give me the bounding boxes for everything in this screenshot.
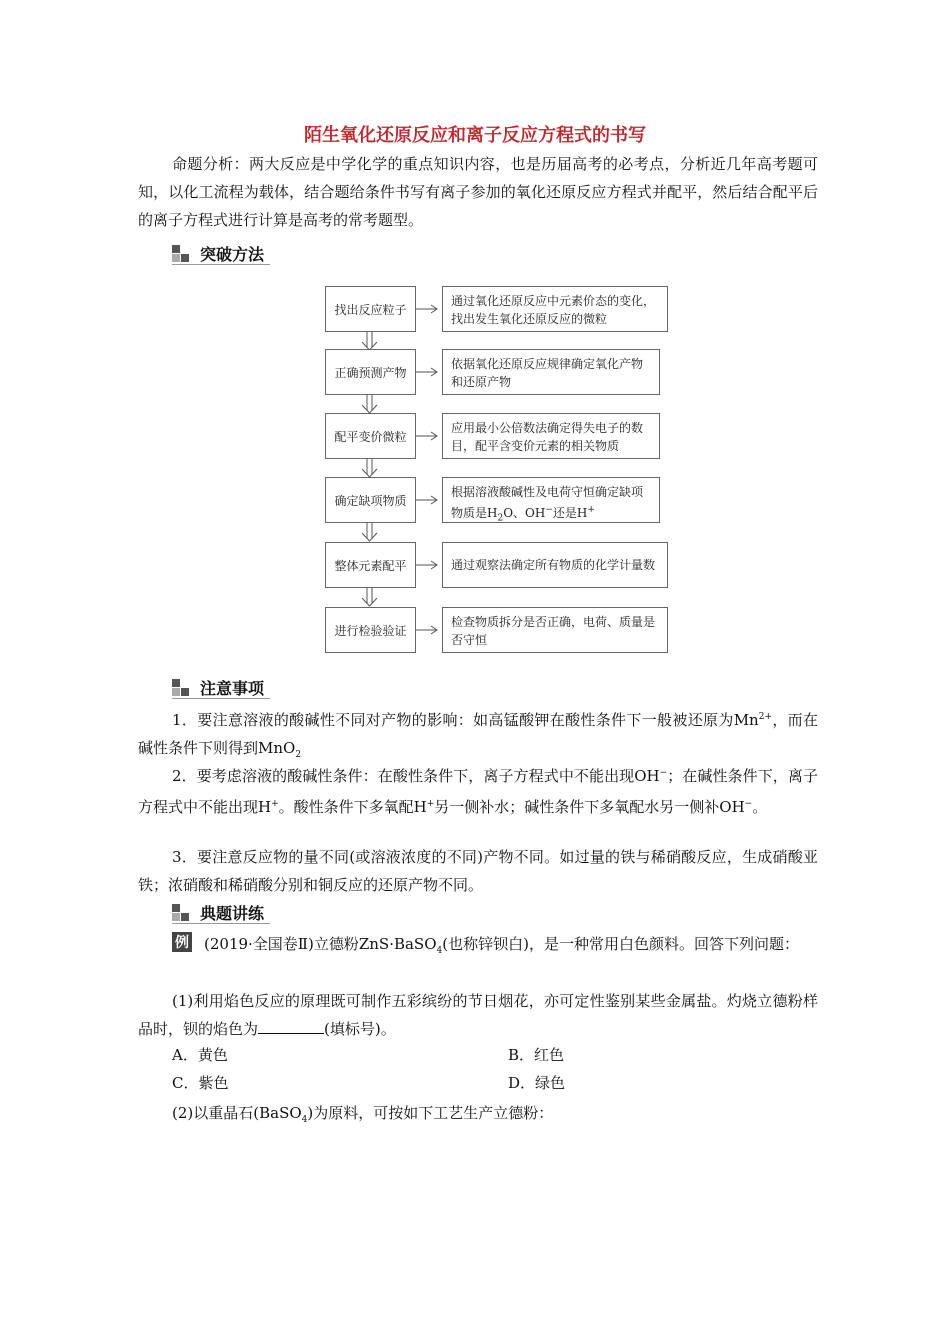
down-arrow-2 bbox=[362, 395, 377, 413]
option-b: B．红色 bbox=[508, 1046, 565, 1064]
flow-step-1: 找出反应粒子 bbox=[325, 286, 416, 332]
example-part-1-b: (填标号)。 bbox=[324, 1020, 396, 1038]
example-question-a: (2019·全国卷Ⅱ)立德粉ZnS·BaSO bbox=[204, 935, 437, 953]
down-arrow-5 bbox=[362, 588, 377, 606]
note-3: 3．要注意反应物的量不同(或溶液浓度的不同)产物不同。如过量的铁与稀硝酸反应，生成硝酸亚铁；浓硝酸和稀硝酸分别和铜反应的还原产物不同。 bbox=[138, 848, 818, 894]
section-title: 注意事项 bbox=[200, 679, 265, 698]
flow-desc-6: 检查物质拆分是否正确，电荷、质量是否守恒 bbox=[442, 607, 668, 653]
flow-desc-5: 通过观察法确定所有物质的化学计量数 bbox=[442, 542, 668, 588]
flow-step-2: 正确预测产物 bbox=[325, 349, 416, 395]
example-part-1 bbox=[138, 987, 818, 1043]
down-arrow-4 bbox=[362, 523, 377, 541]
superscript-charge: 2+ bbox=[758, 712, 772, 722]
superscript-plus: + bbox=[426, 799, 435, 809]
option-c: C．紫色 bbox=[172, 1074, 229, 1092]
note-1-text-b: ，而在碱性条件下则得到MnO bbox=[138, 711, 818, 757]
flow-step-5: 整体元素配平 bbox=[325, 542, 416, 588]
flow-step-4: 确定缺项物质 bbox=[325, 477, 416, 523]
note-2-text-d: 另一侧补水；碱性条件下多氧配水另一侧补OH bbox=[434, 798, 745, 816]
down-arrow-3 bbox=[362, 459, 377, 477]
note-2-text-c: 。酸性条件下多氧配H bbox=[278, 798, 427, 816]
example-badge: 例 bbox=[172, 932, 192, 952]
flow-desc-3: 应用最小公倍数法确定得失电子的数目，配平含变价元素的相关物质 bbox=[442, 413, 660, 459]
example-question bbox=[138, 930, 818, 965]
superscript-minus: − bbox=[744, 799, 753, 809]
superscript-minus: − bbox=[545, 505, 553, 515]
flow-desc-4-part-b: O、OH bbox=[503, 506, 546, 520]
example-part-1-a: (1)利用焰色反应的原理既可制作五彩缤纷的节日烟花，亦可定性鉴别某些金属盐。灼烧立德粉样品时，钡的焰色为 bbox=[138, 992, 818, 1038]
down-arrow-1 bbox=[362, 332, 377, 350]
intro-paragraph: 命题分析：两大反应是中学化学的重点知识内容，也是历届高考的必考点，分析近几年高考题可知，以化工流程为载体，结合题给条件书写有离子参加的氧化还原反应方程式并配平，然后结合配平后的离子方程式进行计算是高考的常考题型。 bbox=[138, 155, 818, 229]
example-part-2-a: (2)以重晶石(BaSO bbox=[172, 1104, 302, 1122]
page-title: 陌生氧化还原反应和离子反应方程式的书写 bbox=[304, 125, 646, 146]
flow-desc-2: 依据氧化还原反应规律确定氧化产物和还原产物 bbox=[442, 349, 660, 395]
flow-desc-4-part-a: 根据溶液酸碱性及电荷守恒确定缺项物质是H bbox=[451, 485, 644, 520]
answer-blank bbox=[258, 1019, 324, 1034]
flow-desc-1: 通过氧化还原反应中元素价态的变化，找出发生氧化还原反应的微粒 bbox=[442, 286, 668, 332]
superscript-plus: + bbox=[271, 799, 279, 809]
section-marker-icon bbox=[172, 904, 190, 921]
section-title: 典题讲练 bbox=[200, 904, 265, 923]
option-d: D．绿色 bbox=[508, 1074, 566, 1092]
example-part-2-b: )为原料，可按如下工艺生产立德粉： bbox=[307, 1104, 554, 1122]
flow-step-3: 配平变价微粒 bbox=[325, 413, 416, 459]
flow-desc-4 bbox=[442, 477, 660, 523]
subscript-4: 4 bbox=[301, 1115, 308, 1125]
note-1-text-a: 1．要注意溶液的酸碱性不同对产物的影响：如高锰酸钾在酸性条件下一般被还原为Mn bbox=[172, 711, 759, 729]
flow-desc-4-part-c: 还是H bbox=[552, 506, 588, 520]
subscript-4: 4 bbox=[436, 946, 443, 956]
section-marker-icon bbox=[172, 679, 190, 696]
option-a: A．黄色 bbox=[172, 1046, 228, 1064]
flow-step-6: 进行检验验证 bbox=[325, 607, 416, 653]
superscript-plus: + bbox=[587, 505, 595, 515]
example-part-2 bbox=[138, 1099, 818, 1134]
subscript-2: 2 bbox=[497, 513, 504, 524]
example-question-b: (也称锌钡白)，是一种常用白色颜料。回答下列问题： bbox=[442, 935, 799, 953]
superscript-minus: − bbox=[659, 768, 668, 778]
note-2-text-a: 2．要考虑溶液的酸碱性条件：在酸性条件下，离子方程式中不能出现OH bbox=[172, 767, 660, 785]
note-2-text-e: 。 bbox=[752, 798, 768, 816]
note-2 bbox=[138, 759, 818, 821]
section-header-notes bbox=[172, 676, 270, 699]
section-title: 突破方法 bbox=[200, 245, 265, 264]
section-header-practice bbox=[172, 901, 270, 924]
note-2-text-b: ；在碱性条件下，离子方程式中不能出现H bbox=[138, 767, 818, 816]
subscript-2: 2 bbox=[295, 750, 302, 760]
